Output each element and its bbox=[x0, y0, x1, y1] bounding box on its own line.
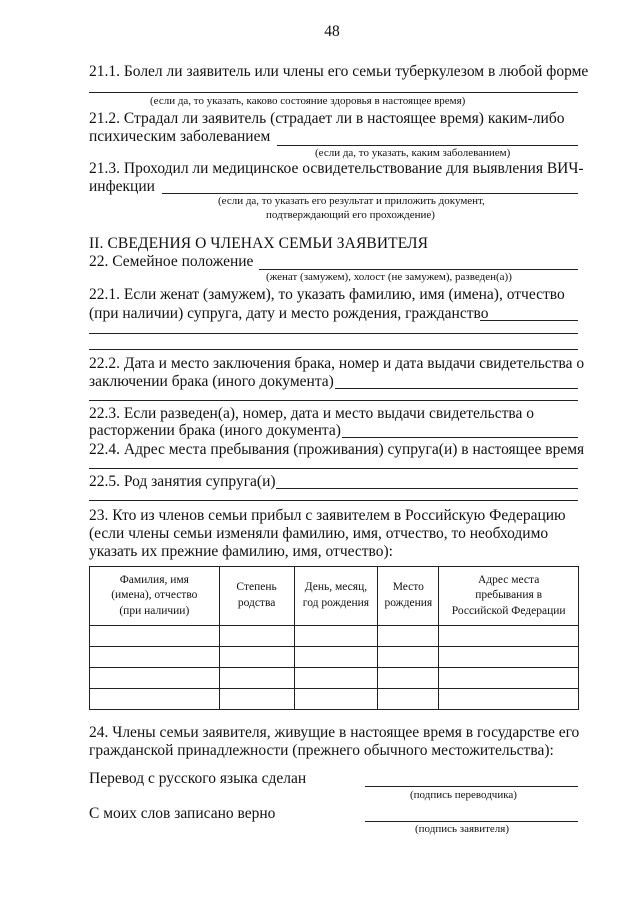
header-birthplace: Место рождения bbox=[378, 567, 439, 626]
section-heading: II. СВЕДЕНИЯ О ЧЛЕНАХ СЕМЬИ ЗАЯВИТЕЛЯ bbox=[89, 235, 429, 252]
table-cell[interactable] bbox=[219, 689, 294, 710]
q22-text: 22. Семейное положение bbox=[89, 253, 254, 270]
q22-5-line bbox=[276, 488, 578, 489]
q21-2-caption: (если да, то указать, каким заболеванием) bbox=[315, 147, 511, 159]
q22-3-line2: расторжении брака (иного документа) bbox=[89, 422, 341, 439]
q23-line2: (если члены семьи изменяли фамилию, имя, отчество, то необходимо bbox=[89, 525, 549, 542]
q21-3-line1: 21.3. Проходил ли медицинское освидетельствование для выявления ВИЧ- bbox=[89, 160, 584, 177]
table-cell[interactable] bbox=[439, 689, 579, 710]
page-number: 48 bbox=[324, 23, 340, 40]
translator-signature-line[interactable] bbox=[365, 786, 578, 787]
q22-1-line2: (при наличии) супруга, дату и место рождения, гражданство bbox=[89, 305, 489, 322]
q22-3-line bbox=[342, 437, 578, 438]
q21-3-caption2: подтверждающий его прохождение) bbox=[266, 209, 435, 221]
table-cell[interactable] bbox=[90, 647, 220, 668]
q23-line3: указать их прежние фамилию, имя, отчество): bbox=[89, 543, 393, 560]
q22-2-line bbox=[335, 388, 578, 389]
q22-1-extra-line bbox=[89, 333, 578, 334]
q22-2-line1: 22.2. Дата и место заключения брака, номер и дата выдачи свидетельства о bbox=[89, 355, 585, 372]
q22-2-extra-line bbox=[89, 400, 578, 401]
table-cell[interactable] bbox=[90, 668, 220, 689]
q24-line2: гражданской принадлежности (прежнего обычного местожительства): bbox=[89, 742, 554, 759]
q21-3-caption1: (если да, то указать его результат и приложить документ, bbox=[218, 195, 485, 207]
table-cell[interactable] bbox=[294, 647, 378, 668]
table-cell[interactable] bbox=[378, 668, 439, 689]
q21-3-line bbox=[162, 193, 578, 194]
verification-label: С моих слов записано верно bbox=[89, 805, 276, 822]
table-cell[interactable] bbox=[219, 647, 294, 668]
table-cell[interactable] bbox=[378, 626, 439, 647]
q22-3-line1: 22.3. Если разведен(а), номер, дата и место выдачи свидетельства о bbox=[89, 405, 534, 422]
q22-5-extra-line bbox=[89, 500, 578, 501]
q22-2-line2: заключении брака (иного документа) bbox=[89, 373, 334, 390]
table-cell[interactable] bbox=[294, 668, 378, 689]
table-cell[interactable] bbox=[219, 626, 294, 647]
table-row bbox=[90, 689, 579, 710]
table-row bbox=[90, 668, 579, 689]
q22-4-line bbox=[89, 468, 578, 469]
q22-line bbox=[259, 269, 578, 270]
q23-line1: 23. Кто из членов семьи прибыл с заявителем в Российскую Федерацию bbox=[89, 507, 566, 524]
table-header-row bbox=[90, 567, 579, 626]
table-row bbox=[90, 626, 579, 647]
q21-2-line bbox=[277, 145, 578, 146]
header-name: Фамилия, имя (имена), отчество (при наличии) bbox=[90, 567, 220, 626]
table-cell[interactable] bbox=[378, 647, 439, 668]
header-relation: Степень родства bbox=[219, 567, 294, 626]
q22-4-text: 22.4. Адрес места пребывания (проживания) супруга(и) в настоящее время bbox=[89, 441, 585, 458]
q24-line1: 24. Члены семьи заявителя, живущие в настоящее время в государстве его bbox=[89, 724, 580, 741]
family-members-table bbox=[89, 566, 579, 710]
applicant-signature-line[interactable] bbox=[365, 821, 578, 822]
table-cell[interactable] bbox=[378, 689, 439, 710]
table-cell[interactable] bbox=[294, 689, 378, 710]
applicant-signature-caption: (подпись заявителя) bbox=[415, 823, 510, 835]
q22-1-extra-line bbox=[89, 349, 578, 350]
q21-1-line bbox=[89, 92, 578, 93]
header-birthdate: День, месяц, год рождения bbox=[294, 567, 378, 626]
q22-caption: (женат (замужем), холост (не замужем), разведен(а)) bbox=[266, 271, 512, 283]
q21-1-text: 21.1. Болел ли заявитель или члены его семьи туберкулезом в любой форме bbox=[89, 63, 589, 80]
q21-3-line2: инфекции bbox=[89, 178, 155, 195]
table-cell[interactable] bbox=[90, 626, 220, 647]
translator-signature-caption: (подпись переводчика) bbox=[410, 789, 517, 801]
table-cell[interactable] bbox=[439, 626, 579, 647]
table-row bbox=[90, 647, 579, 668]
q22-1-line1: 22.1. Если женат (замужем), то указать фамилию, имя (имена), отчество bbox=[89, 286, 565, 303]
table-cell[interactable] bbox=[219, 668, 294, 689]
translation-label: Перевод с русского языка сделан bbox=[89, 770, 307, 787]
table-cell[interactable] bbox=[439, 668, 579, 689]
table-cell[interactable] bbox=[90, 689, 220, 710]
q22-5-text: 22.5. Род занятия супруга(и) bbox=[89, 473, 276, 490]
q22-1-line bbox=[480, 320, 578, 321]
q21-2-line2: психическим заболеванием bbox=[89, 128, 271, 145]
q21-2-line1: 21.2. Страдал ли заявитель (страдает ли в настоящее время) каким-либо bbox=[89, 110, 565, 127]
q21-1-caption: (если да, то указать, каково состояние здоровья в настоящее время) bbox=[150, 95, 466, 107]
header-address: Адрес места пребывания в Российской Федерации bbox=[439, 567, 579, 626]
table-cell[interactable] bbox=[294, 626, 378, 647]
table-cell[interactable] bbox=[439, 647, 579, 668]
